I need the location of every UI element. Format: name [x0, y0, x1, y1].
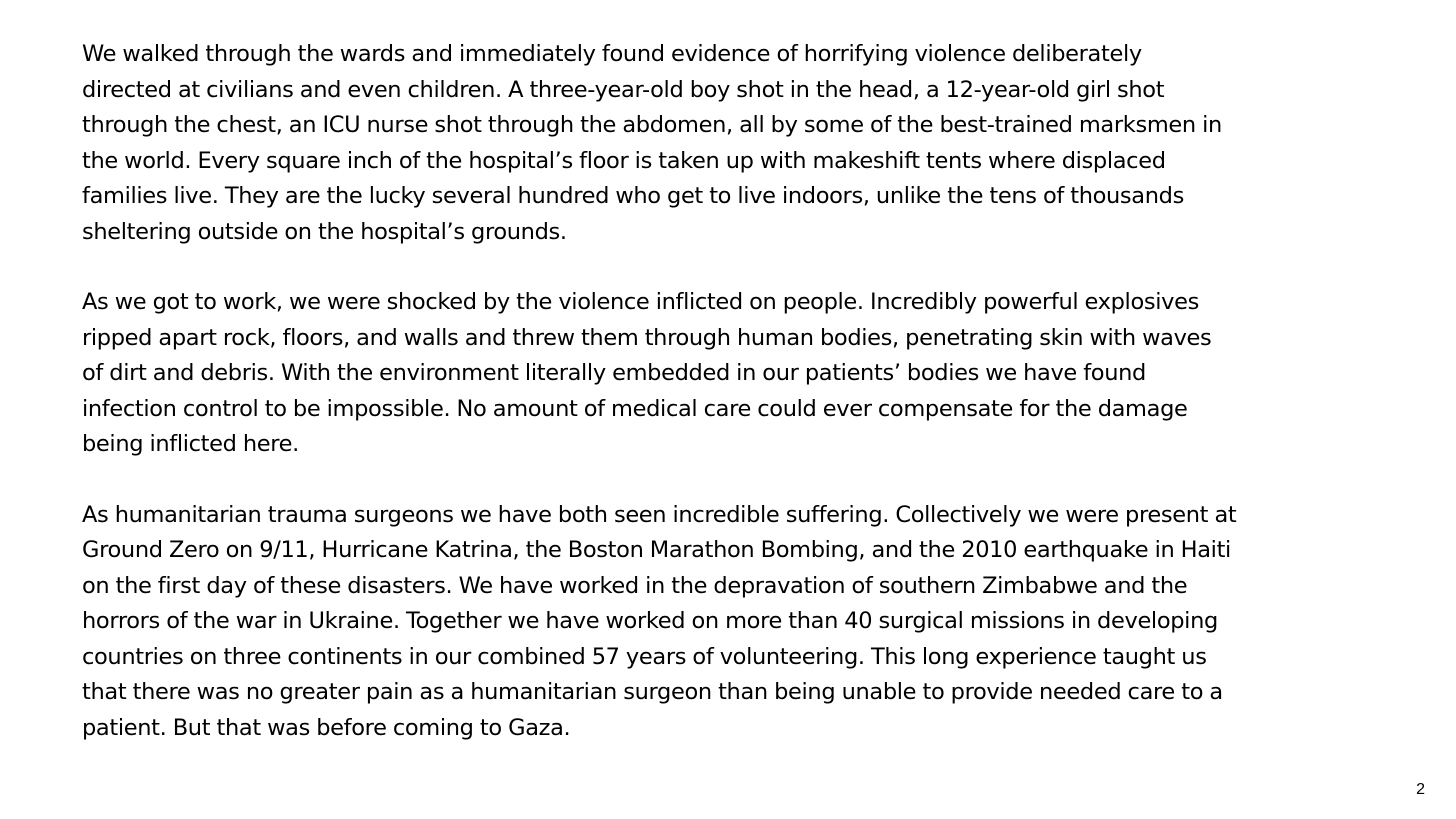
- document-body: [82, 37, 1382, 746]
- paragraph-wards: We walked through the wards and immediately found evidence of horrifying violence deliberately directed at civilians and even children. A three-year-old boy shot in the head, a 12-year-old girl shot through the chest, an ICU nurse shot through the abdomen, all by some of the best-trained marksmen in the world. Every square inch of the hospital’s floor is taken up with makeshift tents where displaced families live. They are the lucky several hundred who get to live indoors, unlike the tens of thousands sheltering outside on the hospital’s grounds.: [82, 41, 1222, 245]
- paragraph-violence: As we got to work, we were shocked by the violence inflicted on people. Incredibly powerful explosives ripped apart rock, floors, and walls and threw them through human bodies, penetrating skin with waves of dirt and debris. With the environment literally embedded in our patients’ bodies we have found infection control to be impossible. No amount of medical care could ever compensate for the damage being inflicted here.: [82, 289, 1212, 457]
- page-number: 2: [1416, 781, 1425, 798]
- paragraph-experience: As humanitarian trauma surgeons we have both seen incredible suffering. Collectively we were present at Ground Zero on 9/11, Hurricane Katrina, the Boston Marathon Bombing, and the 2010 earthquake in Haiti on the first day of these disasters. We have worked in the depravation of southern Zimbabwe and the horrors of the war in Ukraine. Together we have worked on more than 40 surgical missions in developing countries on three continents in our combined 57 years of volunteering. This long experience taught us that there was no greater pain as a humanitarian surgeon than being unable to provide needed care to a patient. But that was before coming to Gaza.: [82, 501, 1237, 741]
